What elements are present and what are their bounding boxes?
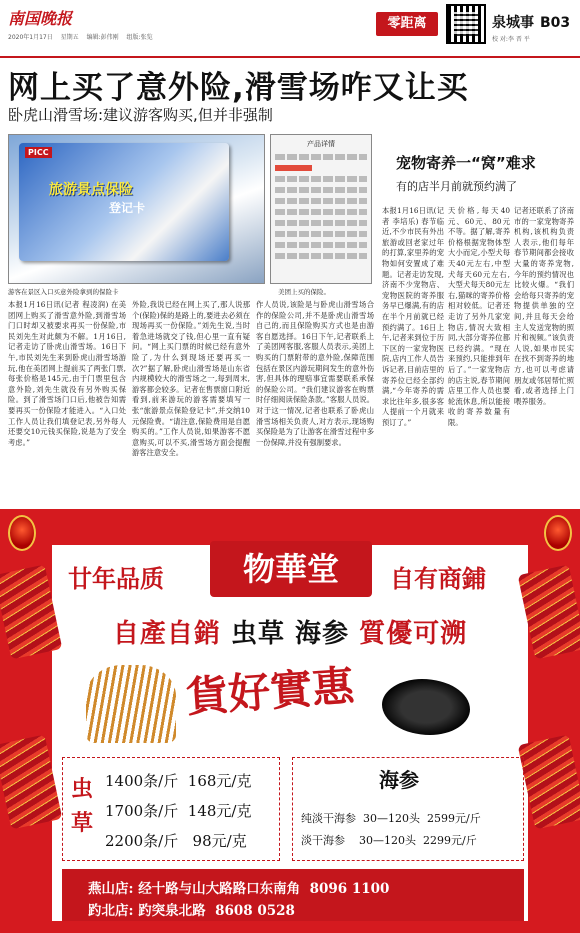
proofreader-credit: 校 对:李 晋 平 [492, 36, 530, 43]
price-row [105, 770, 251, 791]
section-title [492, 12, 570, 32]
product: 淡干海参 [301, 834, 345, 847]
store-phone: 8096 1100 [309, 881, 390, 897]
issue-date: 2020年1月17日 [8, 34, 53, 41]
product: 纯淡干海参 [301, 812, 356, 825]
price-row [301, 810, 481, 826]
card-subtitle: 登记卡 [109, 201, 146, 215]
insurance-card-photo [8, 134, 265, 284]
issue-meta [8, 32, 159, 41]
sea-cucumber-price-box [292, 757, 524, 861]
advertisement [0, 509, 580, 933]
main-story-col2: 外险,我说已经在网上买了,那人说那个(保险)保的是路上的,要进去必须在现场再买一份保险。”刘先生说,当时着急进场就交了钱,但心里一直有疑问。“网上买门票的时候已经有意外险了,为什么到现场还要再买一次?”据了解,卧虎山滑雪场是山东省内规模较大的滑雪场之一,每到周末,游客都会较多。记者在售票窗口附近看到,前来游玩的游客需要填写一张“旅游景点保险登记卡”,并交纳10元保险费。“请注意,保险费用是自愿购买的。”工作人员说,如果游客不愿意购买,可以不买,滑雪场方面会提醒游客注意安全。 [132, 300, 250, 458]
card-title: 旅游景点保险 [49, 182, 133, 198]
detail-row [275, 176, 367, 182]
brand-name: 物華堂 [210, 541, 372, 597]
lantern-icon [8, 515, 36, 551]
cordyceps-price-box [62, 757, 280, 861]
detail-row [275, 154, 367, 160]
store-row [88, 899, 295, 919]
spec: 30—120头 [363, 812, 420, 825]
main-story-col1: 本报1月16日讯(记者 程凌润) 在美团网上购买了滑雪意外险,到滑雪场门口时却又被要求再买一份保险,市民刘先生对此颇为不解。1月16日,记者走访了卧虎山滑雪场。16日下午,市民刘先生来到卧虎山滑雪场游玩,他在美团网上提前买了两张门票,每张价格是145元,由于门票里包含意外险,刘先生就没有另外购买保险。到了滑雪场门口后,他被告知需要再买一份保险才能进入。“入口处工作人员让我们填登记表,另外每人还要交10元钱买保险,说是为了安全考虑。” [8, 300, 126, 447]
sub-headline: 卧虎山滑雪场:建议游客购买,但并非强制 [8, 106, 273, 124]
masthead: 南国晚报 [8, 9, 73, 28]
price: 2599元/斤 [427, 812, 481, 825]
detail-row [275, 242, 367, 248]
ad-line2-a: 自產自銷 [112, 619, 221, 649]
qty: 2200条/斤 [105, 832, 179, 850]
detail-row [275, 209, 367, 215]
cordyceps-label: 虫草 [71, 776, 94, 836]
ad-line2-c: 質優可溯 [359, 619, 468, 649]
page-number: B03 [540, 15, 571, 31]
price: 98元/克 [192, 832, 247, 850]
page-header [0, 0, 580, 58]
main-headline: 网上买了意外险,滑雪场咋又让买 [8, 70, 469, 106]
cordyceps-image [86, 665, 176, 743]
price-row [105, 830, 247, 851]
main-story-col3: 作人员说,该险是与卧虎山滑雪场合作的保险公司,并不是卧虎山滑雪场自己的,而且保险购买方式也是由游客自愿选择。16日下午,记者联系上了美团网客服,客服人员表示,美团上购买的门票附带的意外险,保障范围包括在景区内游玩期间发生的意外伤害,但具体的理赔事宜需要联系承保的保险公司。“我们建议游客在购票时仔细阅读保险条款。”客服人员说。对于这一情况,记者也联系了卧虎山滑雪场相关负责人,对方表示,现场购买保险是为了让游客在滑雪过程中多一份保障,并没有强制要求。 [256, 300, 374, 447]
price: 2299元/斤 [423, 834, 477, 847]
ad-left-slogan: 廿年品质 [68, 564, 164, 593]
ad-main-slogan: 貨好實惠 [184, 661, 356, 722]
photo2-caption: 美团上买的保险。 [278, 288, 330, 296]
price: 148元/克 [187, 802, 252, 820]
store-row [88, 877, 389, 897]
section-name: 泉城事 [492, 15, 534, 31]
column-badge: 零距离 [376, 12, 438, 36]
photo1-caption: 游客在景区入口买意外险拿到的保险卡 [8, 288, 119, 296]
qty: 1700条/斤 [105, 802, 179, 820]
side-story-col2: 天价格,每天40元、60元、80元不等。据了解,寄养价格根据宠物体型大小而定,小型犬每天40元左右,中型犬每天60元左右,大型犬每天80元左右,猫咪的寄养价格相对较低。记者还走访了另外几家宠物店,情况大致相同,大部分寄养位都已经约满。“现在来预约,只能排到年后了。”一家宠物店的店主说,春节期间店里工作人员也要轮流休息,所以能接收的寄养数量有限。 [448, 206, 510, 427]
store-addresses [62, 869, 524, 921]
price: 168元/克 [187, 772, 252, 790]
store-name: 燕山店: [88, 881, 134, 897]
picc-logo: PICC [25, 147, 52, 158]
insurance-card [19, 143, 229, 261]
detail-row [275, 187, 367, 193]
detail-row [275, 198, 367, 204]
issue-weekday: 星期五 [60, 34, 79, 41]
detail-row [275, 231, 367, 237]
qty: 1400条/斤 [105, 772, 179, 790]
qr-code-icon [446, 4, 486, 44]
detail-row [275, 220, 367, 226]
detail-row [275, 253, 367, 259]
layout-credit: 组版:张览 [126, 34, 153, 41]
spec: 30—120头 [359, 834, 416, 847]
detail-row [275, 165, 312, 171]
store-address: 经十路与山大路路口东南角 [138, 881, 301, 897]
side-story-col1: 本报1月16日讯(记者 李培乐) 春节临近,不少市民有外出旅游或回老家过年的打算,家里养的宠物如何安置成了难题。记者走访发现,济南不少宠物店、宠物医院的寄养服务早已爆满,有的店在半个月前就已经预约满了。16日上午,记者来到位于历下区的一家宠物医院,店内工作人员告诉记者,目前店里的寄养位已经全部约满,“今年寄养的需求比往年多,很多客人提前一个月就来预订了。” [382, 206, 444, 427]
sea-cucumber-label: 海参 [379, 768, 419, 792]
ad-line2-b: 虫草 海参 [230, 619, 350, 649]
side-story-subtitle: 有的店半月前就预约满了 [396, 180, 517, 193]
side-story-col3: 记者还联系了济南市的一家宠物寄养机构,该机构负责人表示,他们每年春节期间都会接收大量的寄养宠物,今年的预约情况也比较火爆。“我们会给每只寄养的宠物提供单独的空间,并且每天会给主人发送宠物的照片和视频。”该负责人说,如果市民实在找不到寄养的地方,也可以考虑请朋友或邻居帮忙照看,或者选择上门喂养服务。 [514, 206, 574, 406]
side-story-title: 宠物寄养一“窝”难求 [396, 154, 536, 172]
store-address: 趵突泉北路 [138, 903, 206, 919]
lantern-icon [544, 515, 572, 551]
store-phone: 8608 0528 [215, 903, 295, 919]
price-row [105, 800, 251, 821]
app-header: 产品详情 [307, 140, 335, 148]
editor-credit: 编辑:彭伟刚 [86, 34, 119, 41]
store-name: 趵北店: [88, 903, 134, 919]
price-row [301, 832, 477, 848]
app-screenshot-photo [270, 134, 372, 284]
ad-right-slogan: 自有商鋪 [390, 564, 486, 593]
ad-product-line [58, 613, 522, 650]
